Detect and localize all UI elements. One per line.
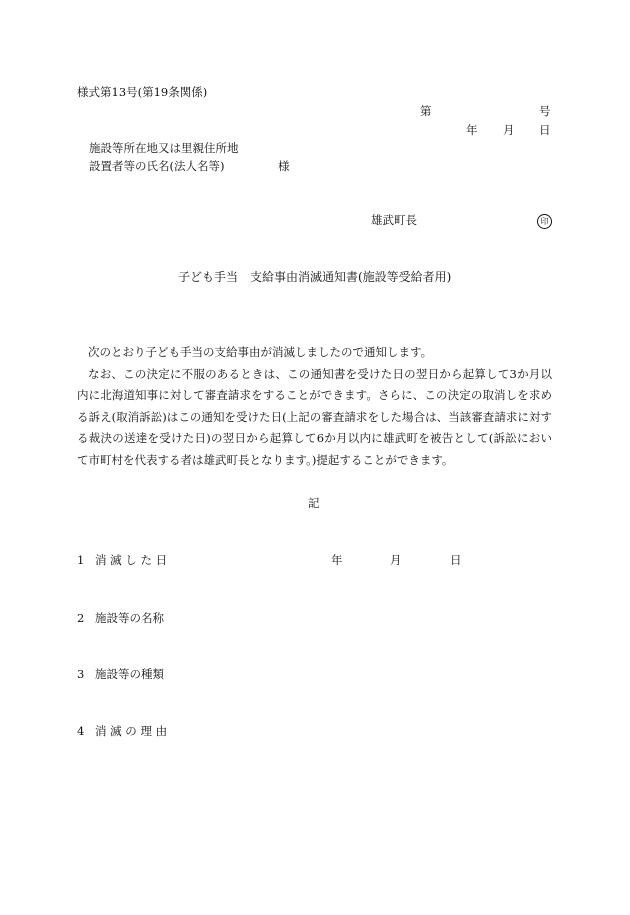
item-4-number: 4 — [77, 724, 85, 738]
item-4-label: 消 滅 の 理 由 — [95, 724, 168, 738]
seal-mark — [537, 212, 552, 229]
ki-heading: 記 — [308, 496, 320, 510]
body-paragraph-1: 次のとおり子ども手当の支給事由が消滅しましたので通知します。 — [88, 345, 433, 359]
seal-text: 印 — [537, 214, 552, 229]
item-2-label: 施設等の名称 — [95, 611, 164, 625]
date-day: 日 — [539, 123, 551, 137]
recipient-address-label: 施設等所在地又は里親住所地 — [89, 141, 239, 155]
body-text — [77, 342, 552, 471]
item-3-label: 施設等の種類 — [95, 667, 164, 681]
issuer-title: 雄武町長 — [371, 213, 417, 227]
document-title: 子ども手当 支給事由消滅通知書(施設等受給者用) — [178, 270, 452, 284]
item-1-month: 月 — [390, 553, 402, 567]
date-year: 年 — [466, 123, 478, 137]
doc-number-suffix: 号 — [539, 104, 551, 118]
item-2-number: 2 — [77, 611, 85, 625]
item-1-number: 1 — [77, 553, 85, 567]
item-1-year: 年 — [331, 553, 343, 567]
body-paragraph-2: なお、この決定に不服のあるときは、この通知書を受けた日の翌日から起算して3か月以内に北海道知事に対して審査請求をすることができます。さらに、この決定の取消しを求める訴え(取消訴訟)はこの通知を受けた日(上記の審査請求をした場合は、当該審査請求に対する裁決の送達を受けた日)の翌日から起算して6か月以内に雄武町を被告として(訴訟において市町村を代表する者は雄武町長となります。)提起することができます。 — [77, 366, 552, 467]
recipient-name-label: 設置者等の氏名(法人名等) — [89, 159, 225, 173]
item-1-day: 日 — [450, 553, 462, 567]
item-3-number: 3 — [77, 667, 85, 681]
doc-number-prefix: 第 — [420, 104, 432, 118]
item-1-label: 消 滅 し た 日 — [95, 553, 168, 567]
date-month: 月 — [503, 123, 515, 137]
form-number: 様式第13号(第19条関係) — [77, 85, 208, 99]
recipient-honorific: 様 — [278, 159, 290, 173]
